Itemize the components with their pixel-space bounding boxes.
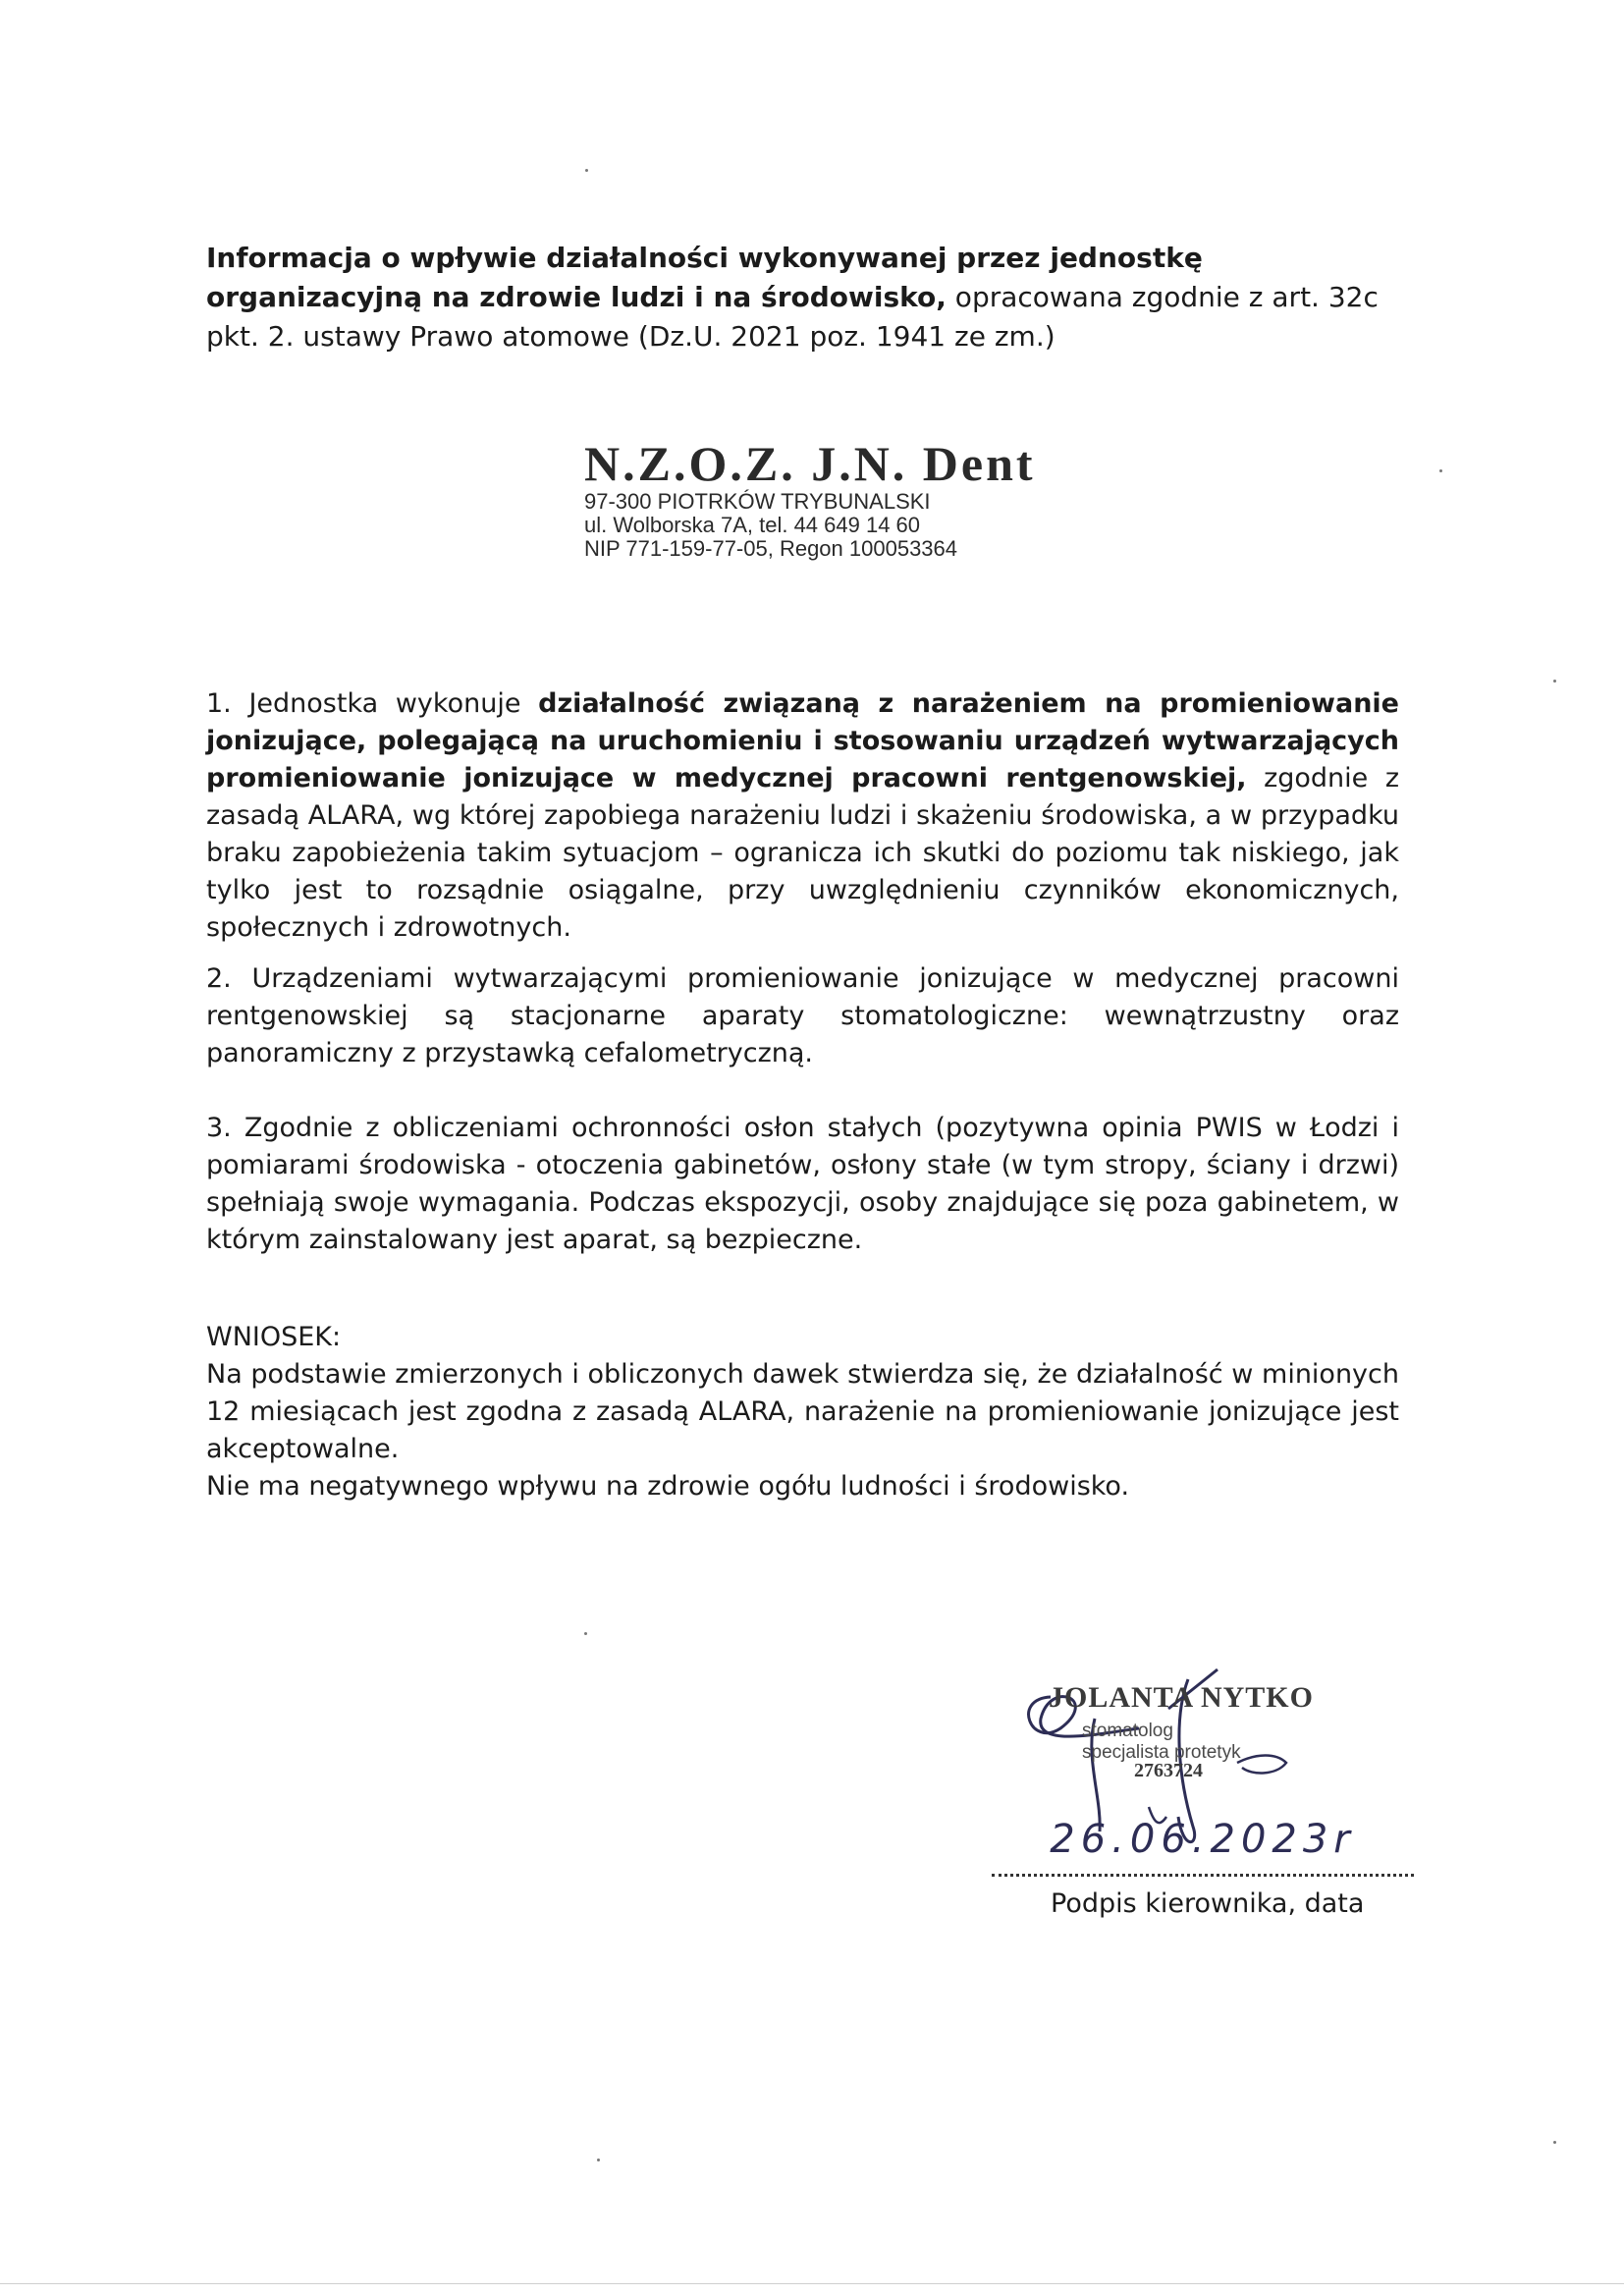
stamp-street: ul. Wolborska 7A, tel. 44 649 14 60: [584, 513, 921, 537]
scan-bottom-edge: [0, 2283, 1624, 2284]
signature-block: [992, 1660, 1414, 1919]
title-bold-part: Informacja o wpływie działalności wykonywanej przez jednostkę organizacyjną na zdrowie ludzi i na środowisko,: [206, 242, 1203, 313]
title-regular-part: opracowana zgodnie z art. 32c pkt. 2. ustawy Prawo atomowe (Dz.U. 2021 poz. 1941 ze zm.): [206, 281, 1379, 353]
scan-speck: [1553, 680, 1556, 683]
scan-speck: [597, 2159, 600, 2161]
signature-stamp-number: 2763724: [1134, 1760, 1203, 1781]
signature-caption: Podpis kierownika, data: [1051, 1888, 1365, 1919]
signature-dotted-line: [992, 1874, 1414, 1877]
scan-speck: [584, 1632, 587, 1635]
section-1-bold: działalność związaną z narażeniem na promieniowanie jonizujące, polegającą na uruchomieniu i stosowaniu urządzeń wytwarzających promieniowanie jonizujące w medycznej pracowni rentgenowskiej,: [206, 688, 1399, 793]
document-title: [206, 239, 1414, 356]
scan-speck: [1439, 469, 1442, 472]
stamp-company-name: N.Z.O.Z. J.N. Dent: [584, 436, 1036, 491]
section-1-intro: 1. Jednostka wykonuje: [206, 688, 539, 719]
scan-speck: [585, 169, 588, 172]
scan-speck: [1553, 2141, 1556, 2144]
signature-stamp-specialty: specjalista protetyk: [1082, 1742, 1241, 1763]
conclusion-heading: WNIOSEK:: [206, 1322, 342, 1352]
company-stamp: [584, 437, 1134, 561]
section-3-paragraph: 3. Zgodnie z obliczeniami ochronności osłon stałych (pozytywna opinia PWIS w Łodzi i pomiarami środowiska - otoczenia gabinetów, osłony stałe (w tym stropy, ściany i drzwi) spełniają swoje wymagania. Podczas ekspozycji, osoby znajdujące się poza gabinetem, w którym zainstalowany jest aparat, są bezpieczne.: [206, 1113, 1399, 1255]
conclusion-body: Na podstawie zmierzonych i obliczonych dawek stwierdza się, że działalność w minionych 12 miesiącach jest zgodna z zasadą ALARA, narażenie na promieniowanie jonizujące jest akceptowalne.: [206, 1359, 1399, 1464]
stamp-address: 97-300 PIOTRKÓW TRYBUNALSKI: [584, 489, 931, 514]
conclusion-final: Nie ma negatywnego wpływu na zdrowie ogółu ludności i środowisko.: [206, 1471, 1130, 1502]
signature-stamp-title: stomatolog: [1082, 1721, 1173, 1741]
section-1-rest: zgodnie z zasadą ALARA, wg której zapobiega narażeniu ludzi i skażeniu środowiska, a w przypadku braku zapobieżenia takim sytuacjom – ogranicza ich skutki do poziomu tak niskiego, jak tylko jest to rozsądnie osiągalne, przy uwzględnieniu czynników ekonomicznych, społecznych i zdrowotnych.: [206, 763, 1399, 943]
signature-stamp-name: JOLANTA NYTKO: [1049, 1681, 1314, 1714]
section-1-paragraph: [206, 685, 1399, 947]
conclusion-block: [206, 1319, 1399, 1505]
stamp-ids: NIP 771-159-77-05, Regon 100053364: [584, 536, 958, 561]
handwritten-date: 26.06.2023r: [1050, 1817, 1356, 1862]
section-2-paragraph: 2. Urządzeniami wytwarzającymi promieniowanie jonizujące w medycznej pracowni rentgenowskiej są stacjonarne aparaty stomatologiczne: wewnątrzustny oraz panoramiczny z przystawką cefalometryczną.: [206, 963, 1399, 1068]
